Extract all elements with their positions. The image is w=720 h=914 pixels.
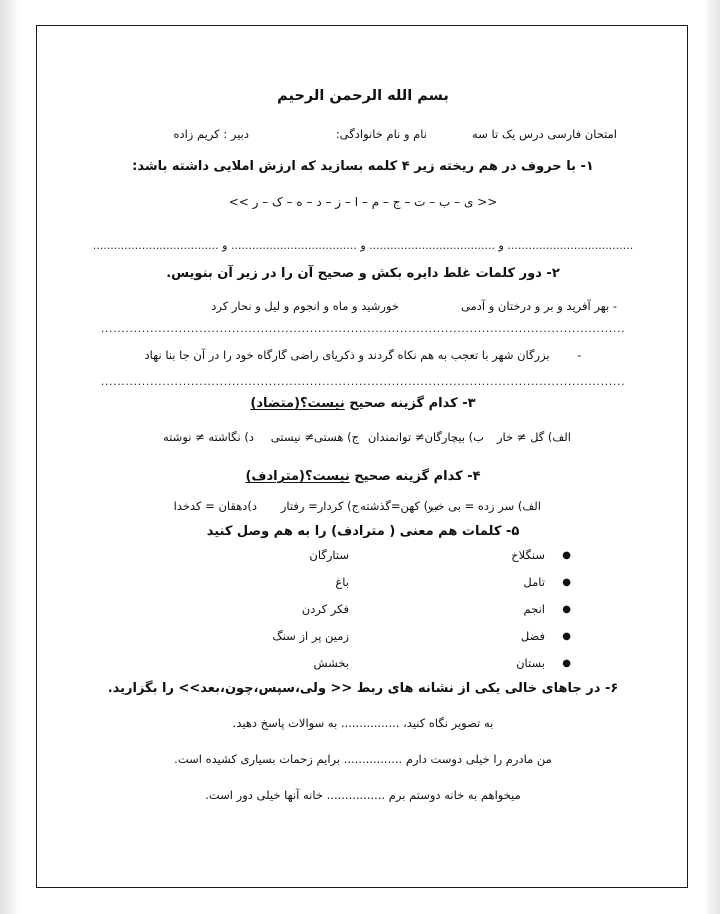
question-5-text: کلمات هم معنی ( مترادف) را به هم وصل کنید	[206, 524, 502, 539]
question-4	[37, 469, 689, 484]
question-4-options-row	[37, 499, 689, 519]
question-6-sentences	[37, 716, 689, 824]
question-1-number: ۱-	[580, 159, 594, 174]
question-2-title	[37, 266, 689, 281]
question-4-option-b[interactable]: ب) کهن=گذشته	[360, 499, 439, 513]
exam-title: امتحان فارسی درس یک تا سه	[472, 127, 617, 141]
q2-sentence-1-part-a: - بهر آفرید و بر و درختان و آدمی	[461, 299, 617, 313]
question-2-answer-line-1[interactable]: ................................................................................................................................	[100, 322, 626, 335]
question-2	[37, 266, 689, 281]
q1-separator-1: و	[498, 239, 504, 252]
question-4-number: ۴-	[467, 469, 481, 484]
q2-sentence-2-dash: -	[577, 348, 582, 362]
bullet-icon: ●	[562, 604, 571, 615]
question-4-title	[37, 469, 689, 484]
question-4-option-d[interactable]: د)دهقان = کدخدا	[173, 499, 257, 513]
question-2-answer-line-2[interactable]: ................................................................................................................................	[100, 375, 626, 388]
q1-separator-3: و	[222, 239, 228, 252]
question-1-answer-line[interactable]	[37, 239, 689, 252]
question-4-emphasis: نیست؟(مترادف)	[245, 469, 350, 484]
question-5-title	[37, 524, 689, 539]
bismillah-heading: بسم الله الرحمن الرحیم	[277, 88, 449, 104]
question-3-option-d[interactable]: د) نگاشته ≠ نوشته	[163, 430, 254, 444]
question-6-sentence-1[interactable]: به تصویر نگاه کنید، ................ به سوالات پاسخ دهید.	[232, 716, 494, 730]
bullet-icon: ●	[562, 631, 571, 642]
bullet-icon: ●	[562, 577, 571, 588]
question-1-text: با حروف در هم ریخته زیر ۴ کلمه بسازید که ارزش املایی داشته باشد:	[132, 159, 576, 174]
q1-separator-2: و	[360, 239, 366, 252]
matching-term-left[interactable]: ستارگان	[309, 548, 349, 562]
matching-term-left[interactable]: زمین پر از سنگ	[272, 629, 349, 643]
matching-row	[37, 629, 689, 656]
question-3-number: ۳-	[462, 396, 476, 411]
q1-blank-4[interactable]: ....................................	[92, 239, 219, 252]
question-1-title	[37, 159, 689, 174]
question-2-sentence-2	[37, 348, 689, 362]
matching-term-right[interactable]: سنگلاخ	[511, 548, 545, 562]
page-right-gutter	[704, 0, 720, 914]
question-5-matching-list	[37, 548, 689, 683]
q1-blank-2[interactable]: ....................................	[369, 239, 496, 252]
question-1-letters: << ی – ب – ت – ج – م – ا – ز – د – ه – ک – ر >>	[228, 195, 498, 209]
question-4-text: کدام گزینه صحیح	[349, 469, 463, 484]
question-6	[37, 681, 689, 696]
bullet-icon: ●	[562, 550, 571, 561]
question-5	[37, 524, 689, 539]
q2-sentence-2-text: بزرگان شهر با تعجب به هم نکاه گردند و ذکریای راضی گارگاه خود را در آن جا بنا نهاد	[144, 348, 550, 362]
question-4-option-a[interactable]: الف) سر زده = بی خبر	[427, 499, 541, 513]
matching-row	[37, 656, 689, 683]
question-3-option-b[interactable]: ب) بیچارگان≠ توانمندان	[367, 430, 484, 444]
q2-sentence-1-part-b: خورشید و ماه و انجوم و لیل و نحار کرد	[211, 299, 399, 313]
question-3-options	[37, 430, 689, 450]
question-4-option-c[interactable]: ج) کردار= رفتار	[280, 499, 359, 513]
question-3-options-row	[37, 430, 689, 450]
exam-page	[36, 25, 688, 888]
q1-blank-1[interactable]: ....................................	[507, 239, 634, 252]
question-3-title	[37, 396, 689, 411]
question-3-option-c[interactable]: ج) هستی≠ نیستی	[270, 430, 359, 444]
exam-header-row	[37, 127, 689, 149]
question-6-title	[37, 681, 689, 696]
bullet-icon: ●	[562, 658, 571, 669]
matching-term-right[interactable]: انجم	[523, 602, 545, 616]
question-1	[37, 159, 689, 209]
matching-term-right[interactable]: بستان	[516, 656, 545, 670]
question-3-option-a[interactable]: الف) گل ≠ خار	[496, 430, 571, 444]
question-5-number: ۵-	[505, 524, 520, 539]
question-6-number: ۶-	[604, 681, 619, 696]
matching-row	[37, 575, 689, 602]
question-3-emphasis: نیست؟(متضاد)	[250, 396, 345, 411]
question-6-sentence-2[interactable]: من مادرم را خیلی دوست دارم ................ برایم زحمات بسیاری کشیده است.	[174, 752, 552, 766]
matching-term-right[interactable]: تامل	[523, 575, 545, 589]
question-4-options	[37, 499, 689, 519]
matching-row	[37, 602, 689, 629]
q1-blank-3[interactable]: ....................................	[230, 239, 357, 252]
matching-term-left[interactable]: باغ	[335, 575, 349, 589]
exam-sheet-content	[37, 26, 689, 889]
question-6-text: در جاهای خالی یکی از نشانه های ربط << ولی،سپس،چون،بعد>> را بگزارید.	[107, 681, 601, 696]
student-name-field-label: نام و نام خانوادگی:	[335, 127, 427, 141]
matching-row	[37, 548, 689, 575]
question-3	[37, 396, 689, 411]
question-3-text: کدام گزینه صحیح	[344, 396, 458, 411]
question-2-text: دور کلمات غلط دایره بکش و صحیح آن را در زیر آن بنویس.	[166, 266, 542, 281]
teacher-name-label: دبیر : کریم زاده	[173, 127, 249, 141]
question-2-number: ۲-	[546, 266, 560, 281]
page-left-gutter	[0, 0, 18, 914]
matching-term-left[interactable]: فکر کردن	[301, 602, 349, 616]
question-6-sentence-3[interactable]: میخواهم به خانه دوستم برم ................ خانه آنها خیلی دور است.	[205, 788, 521, 802]
matching-term-right[interactable]: فضل	[520, 629, 545, 643]
matching-term-left[interactable]: بخشش	[313, 656, 349, 670]
